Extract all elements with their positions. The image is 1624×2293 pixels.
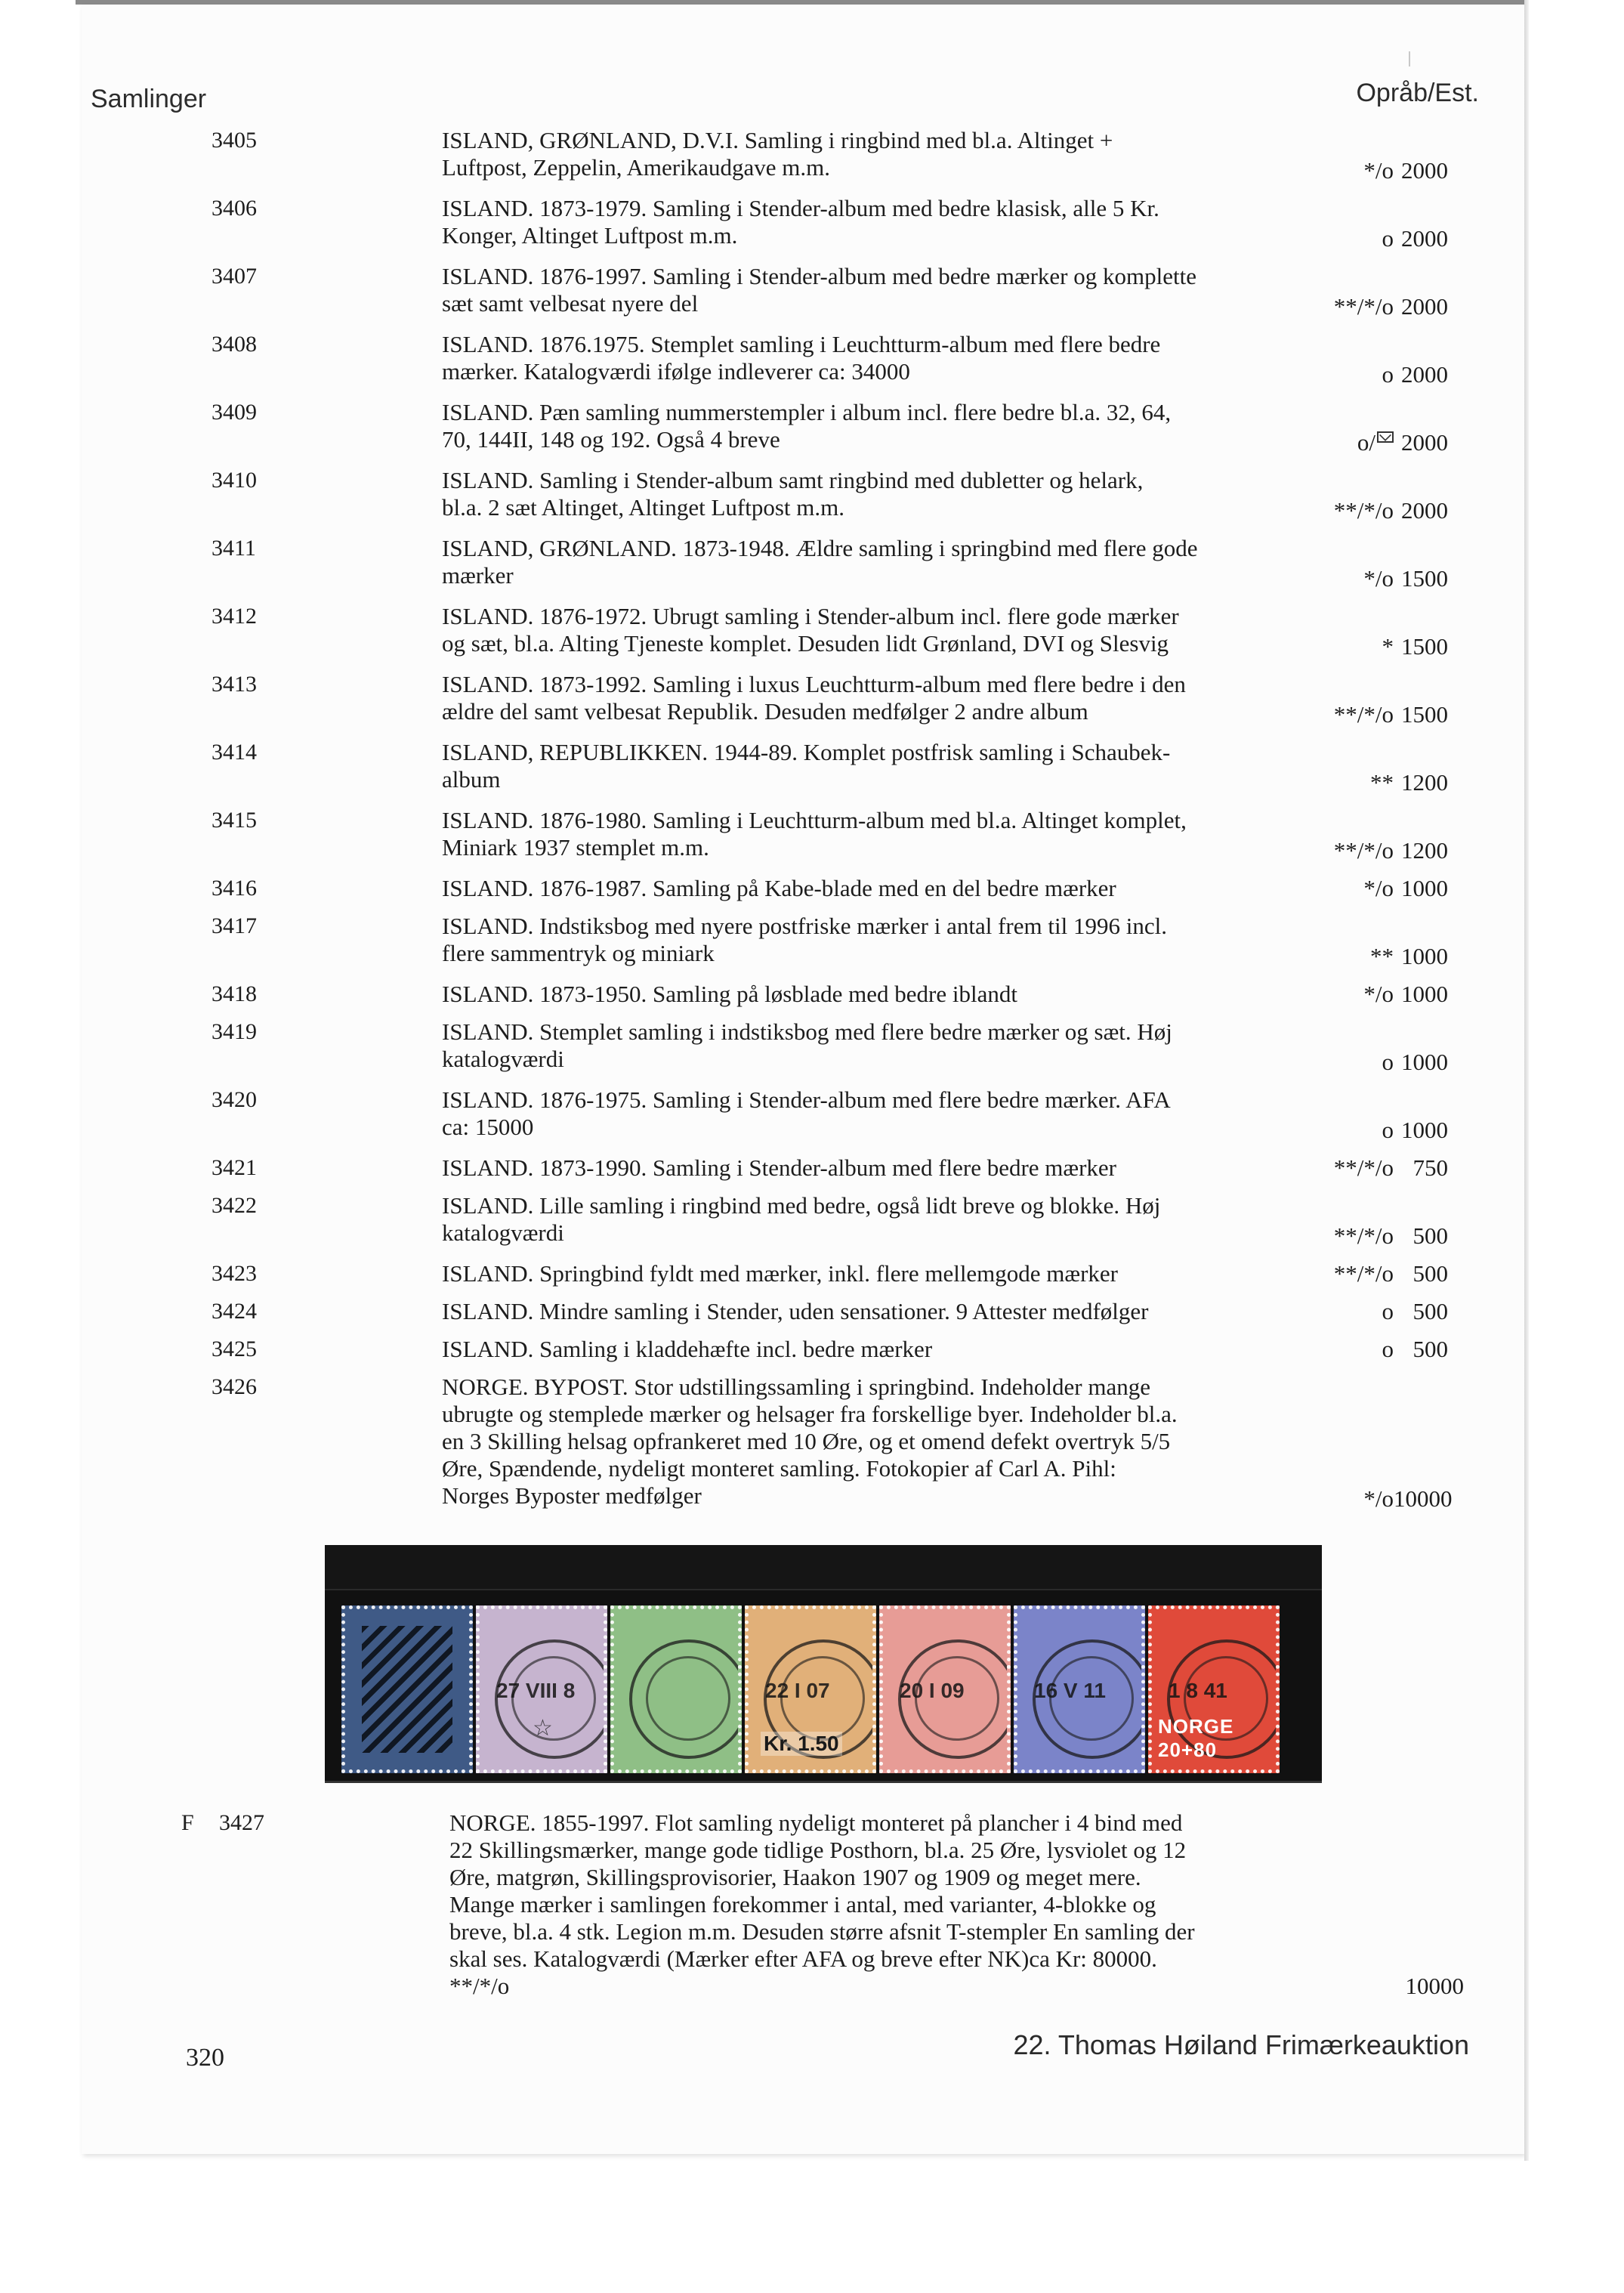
lot-condition xyxy=(1193,701,1394,728)
condition-code: **/*/o xyxy=(1333,837,1394,864)
description-line: Øre, matgrøn, Skillingsprovisorier, Haakon 1907 og 1909 og meget mere. xyxy=(449,1864,1141,1890)
description-line: og sæt, bl.a. Alting Tjeneste komplet. Desuden lidt Grønland, DVI og Slesvig xyxy=(442,630,1169,657)
postmark-date: 1 8 41 xyxy=(1169,1679,1227,1702)
stamp-skilling-blue xyxy=(341,1605,473,1773)
lot-condition xyxy=(1193,1154,1394,1182)
description-line: ISLAND. 1876-1972. Ubrugt samling i Stender-album incl. flere gode mærker xyxy=(442,603,1179,629)
lot-condition xyxy=(1193,875,1394,902)
description-line: 22 Skillingsmærker, mange gode tidlige Posthorn, bl.a. 25 Øre, lysviolet og 12 xyxy=(449,1837,1187,1863)
description-line: mærker. Katalogværdi ifølge indleverer ca: 34000 xyxy=(442,358,910,385)
condition-code: **/*/o xyxy=(1333,497,1394,524)
lot-estimate: 2000 xyxy=(1401,429,1448,456)
description-line: ISLAND. Lille samling i ringbind med bedre, også lidt breve og blokke. Høj xyxy=(442,1192,1161,1219)
lot-condition xyxy=(1193,157,1394,184)
description-line: ISLAND, GRØNLAND. 1873-1948. Ældre samling i springbind med flere gode xyxy=(442,535,1198,561)
lot-estimate: 2000 xyxy=(1401,157,1448,184)
condition-code: ** xyxy=(1370,943,1394,969)
description-line: flere sammentryk og miniark xyxy=(442,940,715,966)
lot-condition xyxy=(1193,1485,1394,1513)
description-line: ISLAND. 1876-1980. Samling i Leuchtturm-album med bl.a. Altinget komplet, xyxy=(442,807,1187,833)
estimate-column-header: Opråb/Est. xyxy=(1356,79,1479,107)
lot-estimate: 1200 xyxy=(1401,769,1448,796)
lot-estimate: 1000 xyxy=(1401,1049,1448,1075)
stamp-legion-red xyxy=(1148,1605,1280,1773)
lot-number: 3419 xyxy=(211,1019,257,1044)
stamp-haakon-pink xyxy=(879,1605,1011,1773)
postmark-date: 20 I 09 xyxy=(900,1679,965,1702)
condition-code: ** xyxy=(1370,769,1394,796)
lot-number: 3412 xyxy=(211,604,257,629)
description-line: skal ses. Katalogværdi (Mærker efter AFA og breve efter NK)ca Kr: 80000. xyxy=(449,1945,1157,1972)
description-line: Mange mærker i samlingen forekommer i antal, med varianter, 4-blokke og xyxy=(449,1891,1156,1918)
postmark-date: 16 V 11 xyxy=(1034,1679,1106,1702)
lot-number: 3421 xyxy=(211,1155,257,1180)
stamp-provisional-orange xyxy=(745,1605,876,1773)
description-line: ISLAND. Springbind fyldt med mærker, inkl. flere mellemgode mærker xyxy=(442,1260,1119,1287)
description-line: ISLAND. Mindre samling i Stender, uden sensationer. 9 Attester medfølger xyxy=(442,1298,1149,1324)
lot-number: 3422 xyxy=(211,1193,257,1218)
description-line: ISLAND. 1873-1990. Samling i Stender-album med flere bedre mærker xyxy=(442,1154,1117,1181)
section-title: Samlinger xyxy=(91,85,207,113)
lot-condition xyxy=(1193,633,1394,660)
page-right-edge xyxy=(1524,0,1529,2161)
condition-code: */o xyxy=(1363,157,1394,184)
lot-estimate: 2000 xyxy=(1401,361,1448,388)
condition-code: **/*/o xyxy=(1333,1222,1394,1249)
description-line: ISLAND. 1876-1987. Samling på Kabe-blade med en del bedre mærker xyxy=(442,875,1116,901)
lot-condition xyxy=(1193,225,1394,252)
lot-description xyxy=(449,1809,1356,2000)
stamp-posthorn-green xyxy=(610,1605,742,1773)
lot-estimate: 10000 xyxy=(1394,1485,1453,1512)
condition-code: o xyxy=(1382,1298,1394,1324)
condition-code: **/*/o xyxy=(1333,1260,1394,1287)
lot-number: 3414 xyxy=(211,740,257,765)
lot-number: 3418 xyxy=(211,981,257,1006)
description-line: NORGE. BYPOST. Stor udstillingssamling i springbind. Indeholder mange xyxy=(442,1374,1151,1400)
description-line: Øre, Spændende, nydeligt monteret samling. Fotokopier af Carl A. Pihl: xyxy=(442,1455,1116,1482)
condition-code: o xyxy=(1382,1117,1394,1143)
description-line: ISLAND. 1876.1975. Stemplet samling i Leuchtturm-album med flere bedre xyxy=(442,331,1161,357)
lot-estimate: 2000 xyxy=(1401,225,1448,252)
lot-number: 3409 xyxy=(211,400,257,425)
description-line: ISLAND. 1876-1997. Samling i Stender-album med bedre mærker og komplette xyxy=(442,263,1196,289)
description-line: katalogværdi xyxy=(442,1219,564,1246)
condition-code: o xyxy=(1382,1049,1394,1075)
lot-estimate: 1500 xyxy=(1401,565,1448,592)
lot-number: 3415 xyxy=(211,808,257,833)
bar-cancel xyxy=(362,1626,452,1753)
condition-code: o xyxy=(1382,1336,1394,1362)
lot-number: 3408 xyxy=(211,332,257,357)
lot-number: 3425 xyxy=(211,1337,257,1361)
description-line: Luftpost, Zeppelin, Amerikaudgave m.m. xyxy=(442,154,830,181)
description-line: ISLAND. 1873-1950. Samling på løsblade med bedre iblandt xyxy=(442,981,1017,1007)
lot-number: 3416 xyxy=(211,876,257,901)
condition-code: */o xyxy=(1363,565,1394,592)
condition-code: **/*/o xyxy=(1333,293,1394,320)
description-line: ISLAND. Samling i Stender-album samt ringbind med dubletter og helark, xyxy=(442,467,1144,493)
lot-condition xyxy=(1193,429,1394,456)
lot-condition xyxy=(1193,1049,1394,1076)
description-line: Miniark 1937 stemplet m.m. xyxy=(442,834,709,861)
postmark-date: 27 VIII 8 xyxy=(496,1679,576,1702)
description-line: breve, bl.a. 4 stk. Legion m.m. Desuden større afsnit T-stempler En samling der xyxy=(449,1918,1195,1945)
condition-code: o/ xyxy=(1357,429,1375,456)
lot-condition xyxy=(1193,1117,1394,1144)
description-line: en 3 Skilling helsag opfrankeret med 10 Øre, og et omend defekt overtryk 5/5 xyxy=(442,1428,1171,1454)
lot-estimate: 2000 xyxy=(1401,497,1448,524)
description-line: ISLAND, GRØNLAND, D.V.I. Samling i ringbind med bl.a. Altinget + xyxy=(442,127,1113,153)
condition-code: **/*/o xyxy=(1333,701,1394,728)
lot-number: 3410 xyxy=(211,468,257,493)
description-line: NORGE. 1855-1997. Flot samling nydeligt monteret på plancher i 4 bind med xyxy=(449,1809,1183,1836)
lot-condition xyxy=(1193,497,1394,524)
stamp-posthorn-violet xyxy=(476,1605,607,1773)
lot-estimate: 1200 xyxy=(1401,837,1448,864)
description-line: album xyxy=(442,766,501,793)
strip-top-band xyxy=(325,1545,1322,1590)
description-line: 70, 144II, 148 og 192. Også 4 breve xyxy=(442,426,780,453)
condition-code: o xyxy=(1382,225,1394,252)
lot-estimate: 500 xyxy=(1413,1336,1448,1362)
condition-code: o xyxy=(1382,361,1394,388)
lot-number: 3420 xyxy=(211,1087,257,1112)
description-line: bl.a. 2 sæt Altinget, Altinget Luftpost m.m. xyxy=(442,494,845,521)
lot-estimate: 500 xyxy=(1413,1298,1448,1324)
lot-condition xyxy=(1193,981,1394,1008)
lot-estimate: 1000 xyxy=(1401,943,1448,969)
lot-number: 3417 xyxy=(211,913,257,938)
stamp-label: NORGE 20+80 xyxy=(1158,1715,1234,1761)
description-line: ca: 15000 xyxy=(442,1114,534,1140)
description-line: katalogværdi xyxy=(442,1046,564,1072)
description-line: ISLAND. Samling i kladdehæfte incl. bedre mærker xyxy=(442,1336,933,1362)
description-line: sæt samt velbesat nyere del xyxy=(442,290,699,317)
condition-code: * xyxy=(1382,633,1394,660)
postmark-inner-ring xyxy=(646,1656,730,1741)
description-line: ISLAND, REPUBLIKKEN. 1944-89. Komplet postfrisk samling i Schaubek- xyxy=(442,739,1171,765)
lot-condition xyxy=(1193,1222,1394,1250)
description-line: mærker xyxy=(442,562,514,589)
lot-condition xyxy=(1193,1298,1394,1325)
page-number: 320 xyxy=(186,2044,224,2072)
lot-condition xyxy=(1193,361,1394,388)
lot-number: 3407 xyxy=(211,264,257,289)
lot-estimate: 1000 xyxy=(1401,1117,1448,1143)
overprint-text: Kr. 1.50 xyxy=(761,1732,842,1756)
lot-number: 3413 xyxy=(211,672,257,697)
stamp-haakon-blue xyxy=(1014,1605,1145,1773)
lot-estimate: 2000 xyxy=(1401,293,1448,320)
description-line: ISLAND. Stemplet samling i indstiksbog med flere bedre mærker og sæt. Høj xyxy=(442,1018,1172,1045)
description-line: ISLAND. Pæn samling nummerstempler i album incl. flere bedre bl.a. 32, 64, xyxy=(442,399,1172,425)
lot-flag: F xyxy=(181,1810,194,1835)
lot-condition xyxy=(1193,837,1394,864)
lot-condition xyxy=(1193,293,1394,320)
description-line: Norges Byposter medfølger xyxy=(442,1482,702,1509)
lot-condition xyxy=(1193,565,1394,592)
lot-number: 3406 xyxy=(211,196,257,221)
lot-estimate: 500 xyxy=(1413,1260,1448,1287)
lot-estimate: 1500 xyxy=(1401,633,1448,660)
description-line: ISLAND. Indstiksbog med nyere postfriske mærker i antal frem til 1996 incl. xyxy=(442,913,1167,939)
lot-estimate: 1000 xyxy=(1401,981,1448,1007)
star-icon: ☆ xyxy=(533,1716,553,1741)
stamp-photo-strip xyxy=(325,1545,1322,1783)
description-line: Konger, Altinget Luftpost m.m. xyxy=(442,222,738,249)
condition-code: */o xyxy=(1363,1485,1394,1512)
description-line: **/*/o xyxy=(449,1973,510,1999)
lot-estimate: 500 xyxy=(1413,1222,1448,1249)
lot-estimate: 1500 xyxy=(1401,701,1448,728)
lot-number: 3426 xyxy=(211,1374,257,1399)
description-line: ISLAND. 1876-1975. Samling i Stender-album med flere bedre mærker. AFA xyxy=(442,1086,1171,1113)
condition-code: **/*/o xyxy=(1333,1154,1394,1181)
lot-condition xyxy=(1193,1260,1394,1287)
condition-code: */o xyxy=(1363,875,1394,901)
lot-condition xyxy=(1193,943,1394,970)
lot-number: 3423 xyxy=(211,1261,257,1286)
description-line: ældre del samt velbesat Republik. Desuden medfølger 2 andre album xyxy=(442,698,1088,725)
lot-number: 3405 xyxy=(211,128,257,153)
lot-condition xyxy=(1193,1336,1394,1363)
condition-code: */o xyxy=(1363,981,1394,1007)
description-line: ISLAND. 1873-1979. Samling i Stender-album med bedre klasisk, alle 5 Kr. xyxy=(442,195,1159,221)
lot-number: 3424 xyxy=(211,1299,257,1324)
lot-number: 3411 xyxy=(211,536,256,561)
envelope-icon xyxy=(1377,431,1394,443)
lot-condition xyxy=(1193,769,1394,796)
description-line: ISLAND. 1873-1992. Samling i luxus Leuchtturm-album med flere bedre i den xyxy=(442,671,1186,697)
lot-estimate: 1000 xyxy=(1401,875,1448,901)
description-line: ubrugte og stemplede mærker og helsager fra forskellige byer. Indeholder bl.a. xyxy=(442,1401,1178,1427)
publication-title: 22. Thomas Høiland Frimærkeauktion xyxy=(1013,2029,1469,2060)
corner-mark xyxy=(1409,51,1410,66)
lot-estimate: 750 xyxy=(1413,1154,1448,1181)
postmark-date: 22 I 07 xyxy=(765,1679,830,1702)
lot-number: 3427 xyxy=(219,1810,264,1835)
lot-estimate: 10000 xyxy=(1405,1973,1464,1999)
